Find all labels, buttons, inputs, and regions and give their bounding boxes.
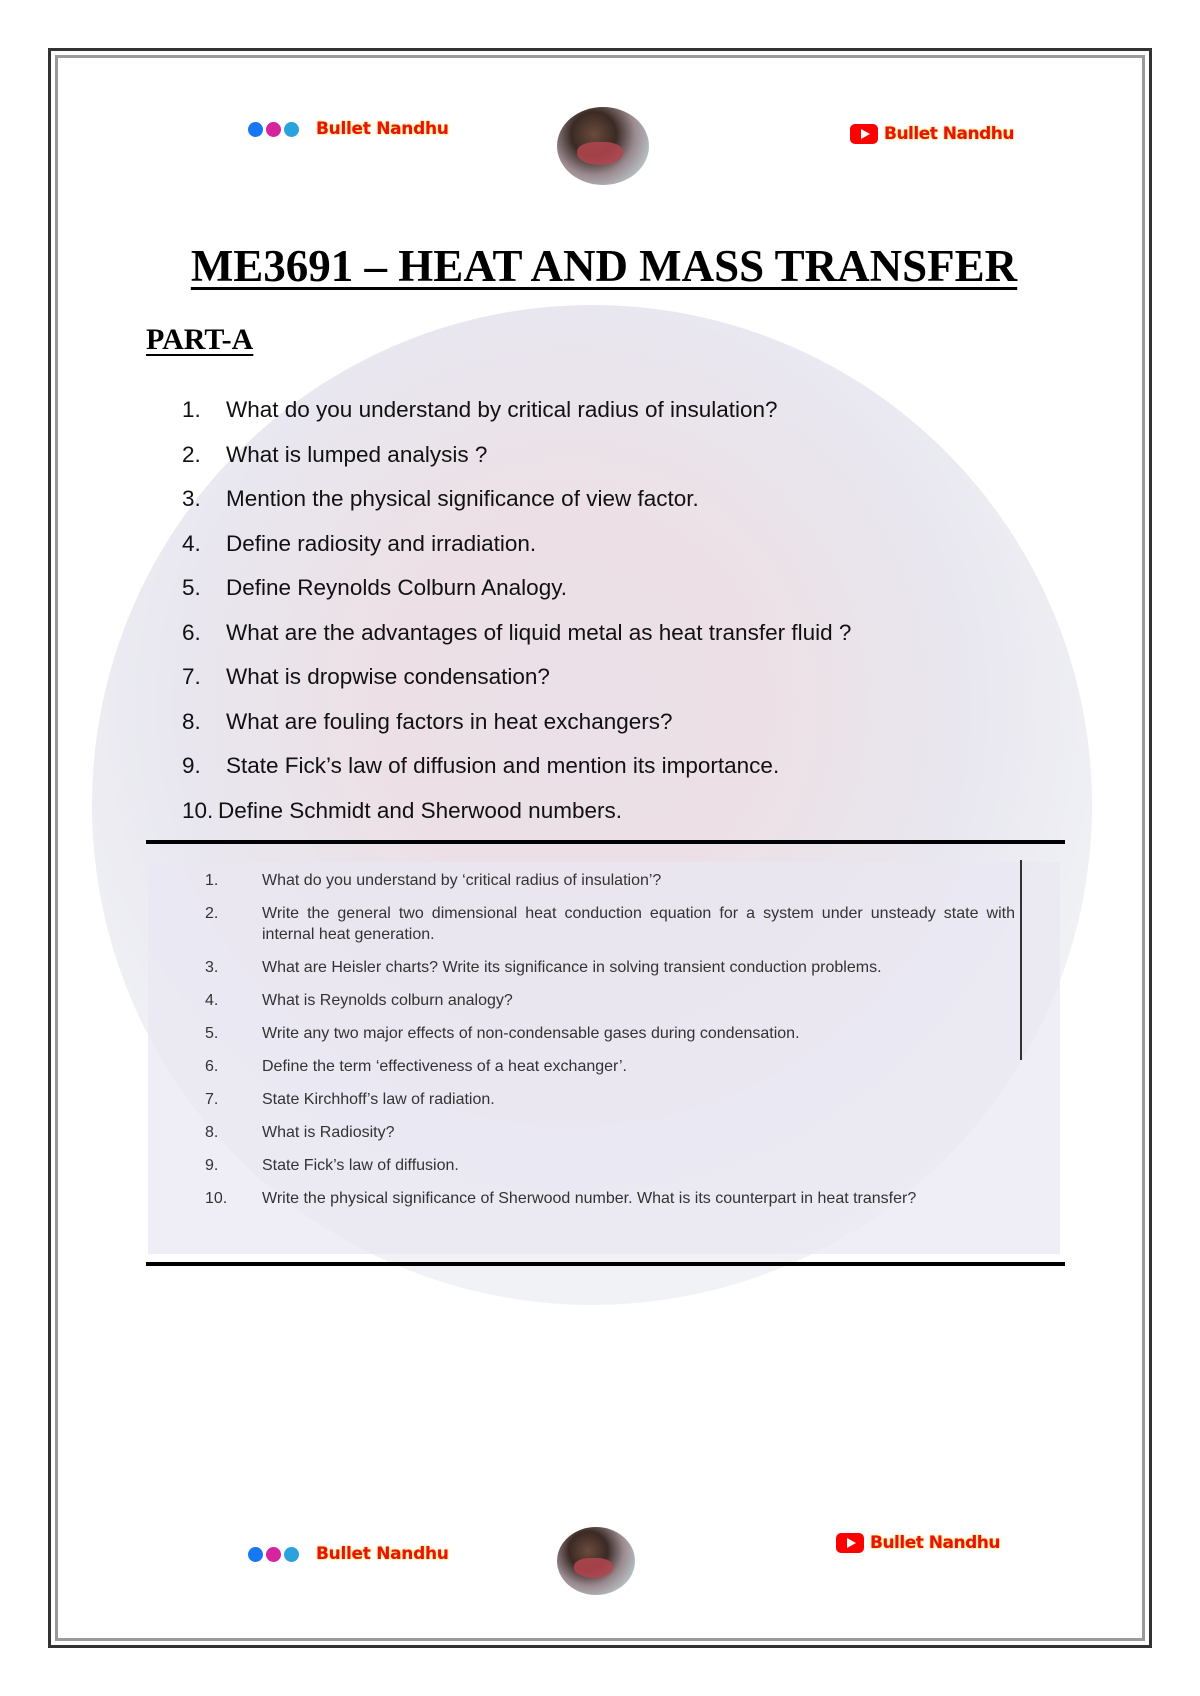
scanned-question-item: 4. What is Reynolds colburn analogy? xyxy=(205,992,513,1009)
scanned-question-item: 8. What is Radiosity? xyxy=(205,1124,395,1141)
divider-bottom xyxy=(146,1262,1065,1266)
scanned-question-item: 10. Write the physical significance of Sherwood number. What is its counterpart in heat transfer? xyxy=(205,1190,917,1207)
scanned-question-item: 3. What are Heisler charts? Write its significance in solving transient conduction problems. xyxy=(205,959,882,976)
header-avatar xyxy=(557,107,649,185)
scanned-question-item: 1. What do you understand by ‘critical radius of insulation’? xyxy=(205,872,662,889)
footer-avatar xyxy=(557,1527,635,1595)
question-item: 6. What are the advantages of liquid metal as heat transfer fluid ? xyxy=(182,619,852,645)
question-item: 8. What are fouling factors in heat exchangers? xyxy=(182,708,673,734)
scanned-question-list xyxy=(205,870,1015,1221)
youtube-icon xyxy=(850,124,878,144)
question-item: 3. Mention the physical significance of view factor. xyxy=(182,486,699,512)
instagram-icon[interactable] xyxy=(266,122,281,137)
part-heading: PART-A xyxy=(146,323,254,356)
footer-social-links[interactable] xyxy=(248,1544,449,1564)
question-item: 5. Define Reynolds Colburn Analogy. xyxy=(182,575,568,601)
scanned-question-item: 7. State Kirchhoff’s law of radiation. xyxy=(205,1091,495,1108)
telegram-icon[interactable] xyxy=(284,1547,299,1562)
facebook-icon[interactable] xyxy=(248,122,263,137)
page-title: ME3691 – HEAT AND MASS TRANSFER xyxy=(190,241,1018,291)
header-social-handle[interactable]: Bullet Nandhu xyxy=(316,119,449,139)
question-item: 2. What is lumped analysis ? xyxy=(182,441,488,467)
question-item: 9. State Fick’s law of diffusion and mention its importance. xyxy=(182,753,780,779)
divider-top xyxy=(146,840,1065,844)
scan-margin-line xyxy=(1020,860,1022,1060)
youtube-icon xyxy=(836,1533,864,1553)
question-list xyxy=(182,388,1022,833)
scanned-question-item: 5. Write any two major effects of non-condensable gases during condensation. xyxy=(205,1025,800,1042)
footer-youtube-link[interactable] xyxy=(836,1533,1000,1553)
question-item: 1. What do you understand by critical radius of insulation? xyxy=(182,397,778,423)
footer-youtube-handle[interactable]: Bullet Nandhu xyxy=(870,1533,1000,1553)
question-item: 4. Define radiosity and irradiation. xyxy=(182,530,537,556)
question-item: 7. What is dropwise condensation? xyxy=(182,664,550,690)
footer-social-handle[interactable]: Bullet Nandhu xyxy=(316,1544,449,1564)
header-youtube-handle[interactable]: Bullet Nandhu xyxy=(884,124,1014,144)
question-item: 10. Define Schmidt and Sherwood numbers. xyxy=(182,797,622,823)
scanned-question-item: 9. State Fick’s law of diffusion. xyxy=(205,1157,459,1174)
facebook-icon[interactable] xyxy=(248,1547,263,1562)
telegram-icon[interactable] xyxy=(284,122,299,137)
scanned-question-item: 6. Define the term ‘effectiveness of a heat exchanger’. xyxy=(205,1058,627,1075)
header-youtube-link[interactable] xyxy=(850,124,1014,144)
instagram-icon[interactable] xyxy=(266,1547,281,1562)
scanned-question-item: 2. Write the general two dimensional heat conduction equation for a system under unsteady state with internal heat generation. xyxy=(205,905,1015,943)
header-social-links[interactable] xyxy=(248,119,449,139)
